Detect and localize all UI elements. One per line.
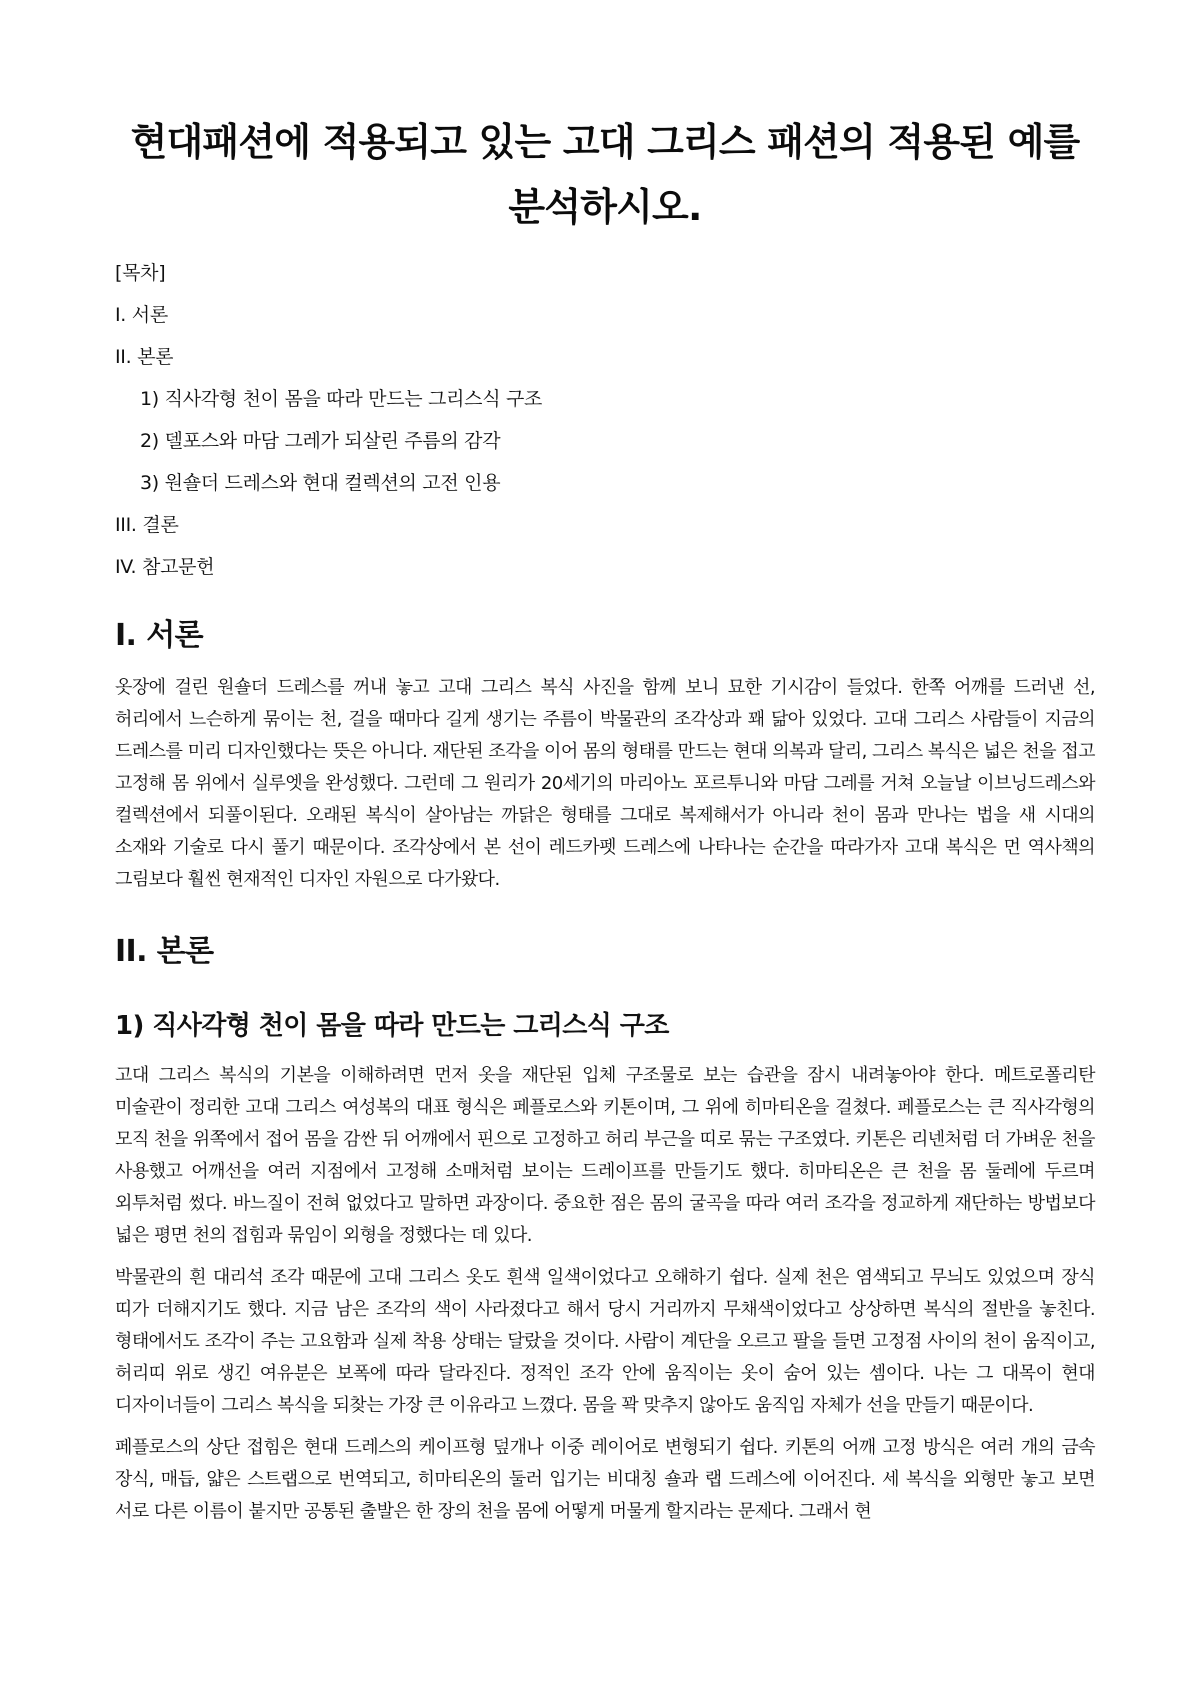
section-1-paragraph-3: 페플로스의 상단 접힘은 현대 드레스의 케이프형 덮개나 이중 레이어로 변형되기 쉽다. 키톤의 어깨 고정 방식은 여러 개의 금속 장식, 매듭, 얇은 스트랩으로 번역되고, 히마티온의 둘러 입기는 비대칭 숄과 랩 드레스에 이어진다. 세 복식을 외형만 놓고 보면 서로 다른 이름이 붙지만 공통된 출발은 한 장의 천을 몸에 어떻게 머물게 할지라는 문제다. 그래서 현 (115, 1437, 1095, 1522)
toc-item-references: IV. 참고문헌 (115, 556, 215, 578)
section-1-paragraph-1: 고대 그리스 복식의 기본을 이해하려면 먼저 옷을 재단된 입체 구조물로 보는 습관을 잠시 내려놓아야 한다. 메트로폴리탄 미술관이 정리한 고대 그리스 여성복의 대표 형식은 페플로스와 키톤이며, 그 위에 히마티온을 걸쳤다. 페플로스는 큰 직사각형의 모직 천을 위쪽에서 접어 몸을 감싼 뒤 어깨에서 핀으로 고정하고 허리 부근을 띠로 묶는 구조였다. 키톤은 리넨처럼 더 가벼운 천을 사용했고 어깨선을 여러 지점에서 고정해 소매처럼 보이는 드레이프를 만들기도 했다. 히마티온은 큰 천을 몸 둘레에 두르며 외투처럼 썼다. 바느질이 전혀 없었다고 말하면 과장이다. 중요한 점은 몸의 굴곡을 따라 여러 조각을 정교하게 재단하는 방법보다 넓은 평면 천의 접힘과 묶임이 외형을 정했다는 데 있다. (115, 1065, 1095, 1246)
table-of-contents (115, 260, 1095, 580)
toc-label: [목차] (115, 262, 166, 284)
section-1-paragraph-2: 박물관의 흰 대리석 조각 때문에 고대 그리스 옷도 흰색 일색이었다고 오해하기 쉽다. 실제 천은 염색되고 무늬도 있었으며 장식 띠가 더해지기도 했다. 지금 남은 조각의 색이 사라졌다고 해서 당시 거리까지 무채색이었다고 상상하면 복식의 절반을 놓친다. 형태에서도 조각이 주는 고요함과 실제 착용 상태는 달랐을 것이다. 사람이 계단을 오르고 팔을 들면 고정점 사이의 천이 움직이고, 허리띠 위로 생긴 여유분은 보폭에 따라 달라진다. 정적인 조각 안에 움직이는 옷이 숨어 있는 셈이다. 나는 그 대목이 현대 디자이너들이 그리스 복식을 되찾는 가장 큰 이유라고 느꼈다. 몸을 꽉 맞추지 않아도 움직임 자체가 선을 만들기 때문이다. (115, 1267, 1095, 1416)
intro-paragraph: 옷장에 걸린 원숄더 드레스를 꺼내 놓고 고대 그리스 복식 사진을 함께 보니 묘한 기시감이 들었다. 한쪽 어깨를 드러낸 선, 허리에서 느슨하게 묶이는 천, 걸을 때마다 길게 생기는 주름이 박물관의 조각상과 꽤 닮아 있었다. 고대 그리스 사람들이 지금의 드레스를 미리 디자인했다는 뜻은 아니다. 재단된 조각을 이어 몸의 형태를 만드는 현대 의복과 달리, 그리스 복식은 넓은 천을 접고 고정해 몸 위에서 실루엣을 완성했다. 그런데 그 원리가 20세기의 마리아노 포르투니와 마담 그레를 거쳐 오늘날 이브닝드레스와 컬렉션에서 되풀이된다. 오래된 복식이 살아남는 까닭은 형태를 그대로 복제해서가 아니라 천이 몸과 만나는 법을 새 시대의 소재와 기술로 다시 풀기 때문이다. 조각상에서 본 선이 레드카펫 드레스에 나타나는 순간을 따라가자 고대 복식은 먼 역사책의 그림보다 훨씬 현재적인 디자인 자원으로 다가왔다. (115, 677, 1095, 890)
intro-heading: I. 서론 (115, 618, 203, 653)
toc-item-body: II. 본론 (115, 346, 174, 368)
toc-item-intro: I. 서론 (115, 304, 168, 326)
section-1-heading: 1) 직사각형 천이 몸을 따라 만드는 그리스식 구조 (115, 1011, 669, 1041)
toc-item-body-2: 2) 델포스와 마담 그레가 되살린 주름의 감각 (140, 430, 501, 452)
toc-item-body-1: 1) 직사각형 천이 몸을 따라 만드는 그리스식 구조 (140, 388, 543, 410)
document-title: 현대패션에 적용되고 있는 고대 그리스 패션의 적용된 예를 분석하시오. (130, 120, 1080, 229)
body-heading: II. 본론 (115, 934, 214, 969)
toc-item-conclusion: III. 결론 (115, 514, 179, 536)
toc-item-body-3: 3) 원숄더 드레스와 현대 컬렉션의 고전 인용 (140, 472, 501, 494)
